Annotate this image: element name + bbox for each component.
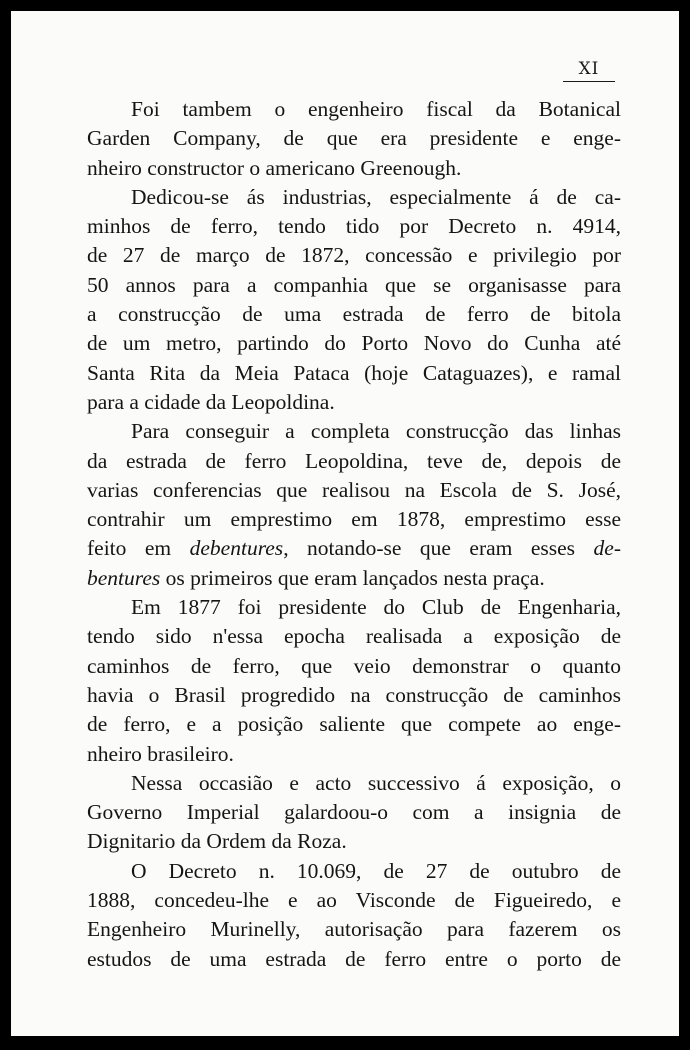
paragraph-industrias	[87, 183, 621, 417]
text-line: da estrada de ferro Leopoldina, teve de, depois de	[87, 448, 621, 473]
body-text	[87, 95, 621, 974]
text-line: Garden Company, de que era presidente e enge-	[87, 126, 621, 151]
text-line: havia o Brasil progredido na construcção de caminhos	[87, 682, 621, 707]
text-line: de um metro, partindo do Porto Novo do Cunha até	[87, 331, 621, 356]
text-line: a construcção de uma estrada de ferro de bitola	[87, 302, 621, 327]
text-line: Foi tambem o engenheiro fiscal da Botanical	[131, 97, 621, 121]
text-line: Santa Rita da Meia Pataca (hoje Cataguazes), e ramal	[87, 360, 621, 385]
text-line: O Decreto n. 10.069, de 27 de outubro de	[131, 858, 621, 883]
text-line: Dedicou-se ás industrias, especialmente á de ca-	[131, 184, 621, 209]
text-line: tendo sido n'essa epocha realisada a exposição de	[87, 624, 621, 649]
text-line: para a cidade da Leopoldina.	[87, 389, 335, 414]
text-line: varias conferencias que realisou na Escola de S. José,	[87, 477, 621, 502]
text-line: Nessa occasião e acto successivo á exposição, o	[131, 770, 621, 795]
text-line: bentures os primeiros que eram lançados nesta praça.	[87, 565, 545, 590]
paragraph-leopoldina	[87, 417, 621, 593]
text-line: nheiro brasileiro.	[87, 741, 234, 766]
text-line: de ferro, e a posição saliente que compete ao enge-	[87, 712, 621, 737]
text-line: estudos de uma estrada de ferro entre o porto de	[87, 946, 621, 971]
text-line: nheiro constructor o americano Greenough.	[87, 155, 462, 180]
text-line: 1888, concedeu-lhe e ao Visconde de Figueiredo, e	[87, 888, 621, 913]
paragraph-club-engenharia	[87, 593, 621, 769]
text-line: caminhos de ferro, que veio demonstrar o quanto	[87, 653, 621, 678]
text-line: minhos de ferro, tendo tido por Decreto n. 4914,	[87, 214, 621, 239]
text-line: de 27 de março de 1872, concessão e privilegio por	[87, 243, 621, 268]
text-line: Em 1877 foi presidente do Club de Engenharia,	[131, 595, 621, 620]
paragraph-decreto-1888	[87, 857, 621, 974]
paragraph-botanical-garden	[87, 95, 621, 183]
text-line: 50 annos para a companhia que se organisasse para	[87, 272, 621, 297]
page-number-rule	[563, 81, 615, 82]
text-line: Para conseguir a completa construcção das linhas	[131, 419, 621, 444]
book-page	[11, 11, 679, 1036]
text-line: Dignitario da Ordem da Roza.	[87, 829, 347, 854]
text-line: Governo Imperial galardoou-o com a insignia de	[87, 800, 621, 825]
text-line: feito em debentures, notando-se que eram esses de-	[87, 536, 621, 561]
text-line: contrahir um emprestimo em 1878, emprestimo esse	[87, 507, 621, 532]
text-line: Engenheiro Murinelly, autorisação para fazerem os	[87, 917, 621, 942]
paragraph-insignia	[87, 769, 621, 857]
page-number: XI	[578, 59, 600, 79]
